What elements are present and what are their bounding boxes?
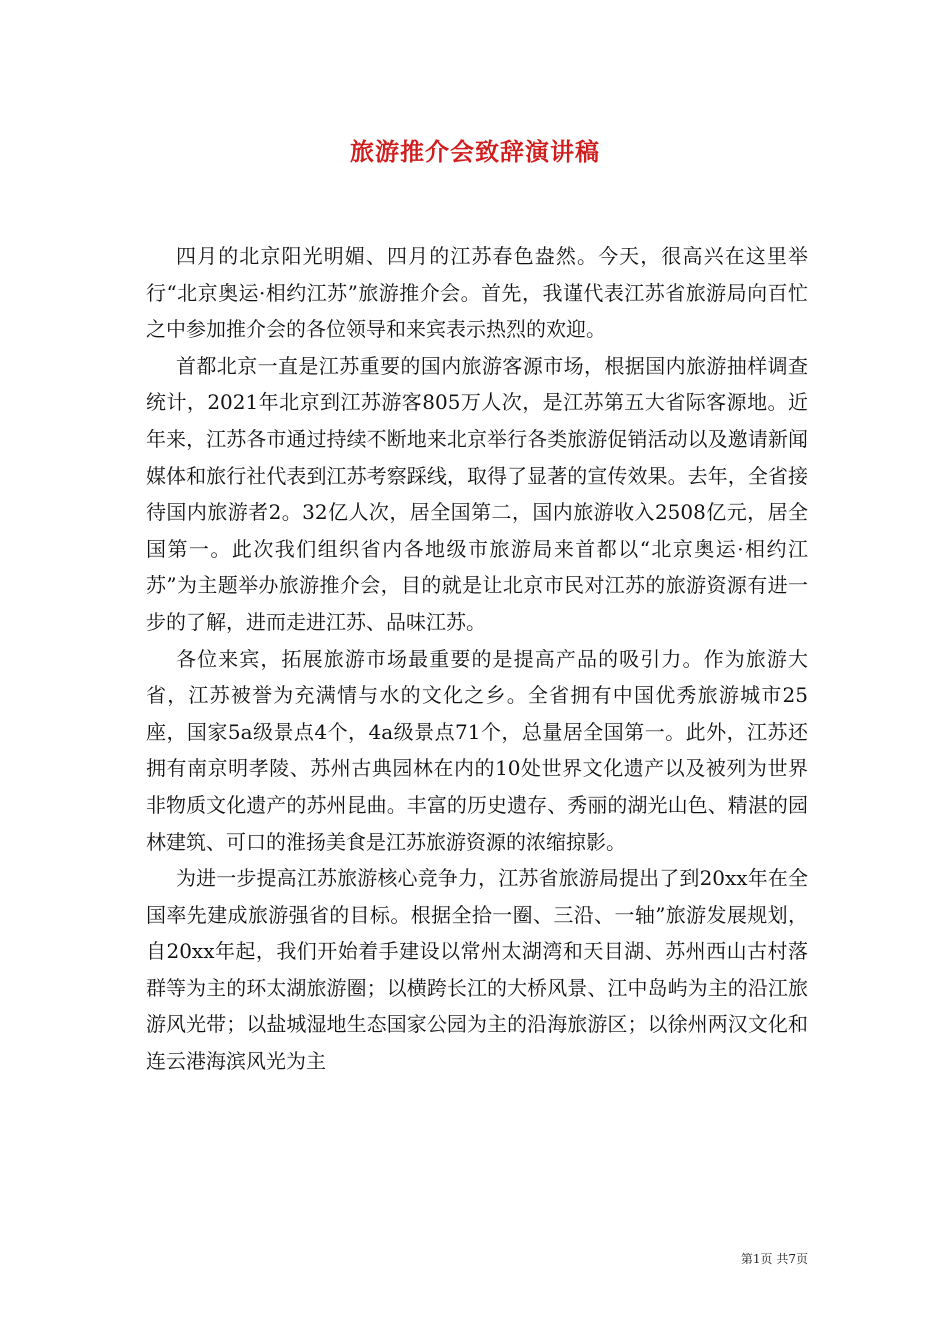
document-title: 旅游推介会致辞演讲稿 bbox=[350, 137, 600, 166]
document-body bbox=[146, 238, 808, 1080]
page-number-footer: 第1页 共7页 bbox=[740, 1252, 808, 1266]
paragraph-4: 为进一步提高江苏旅游核心竞争力，江苏省旅游局提出了到20xx年在全国率先建成旅游强省的目标。根据全拾一圈、三沿、一轴”旅游发展规划，自20xx年起，我们开始着手建设以常州太湖湾和天目湖、苏州西山古村落群等为主的环太湖旅游圈；以横跨长江的大桥风景、江中岛屿为主的沿江旅游风光带；以盐城湿地生态国家公园为主的沿海旅游区；以徐州两汉文化和连云港海滨风光为主 bbox=[146, 866, 808, 1074]
paragraph-3: 各位来宾，拓展旅游市场最重要的是提高产品的吸引力。作为旅游大省，江苏被誉为充满情与水的文化之乡。全省拥有中国优秀旅游城市25座，国家5a级景点4个，4a级景点71个，总量居全国第一。此外，江苏还拥有南京明孝陵、苏州古典园林在内的10处世界文化遗产以及被列为世界非物质文化遗产的苏州昆曲。丰富的历史遗存、秀丽的湖光山色、精湛的园林建筑、可口的淮扬美食是江苏旅游资源的浓缩掠影。 bbox=[146, 646, 808, 854]
paragraph-1: 四月的北京阳光明媚、四月的江苏春色盎然。今天，很高兴在这里举行“北京奥运·相约江苏”旅游推介会。首先，我谨代表江苏省旅游局向百忙之中参加推介会的各位领导和来宾表示热烈的欢迎。 bbox=[146, 244, 808, 342]
paragraph-2: 首都北京一直是江苏重要的国内旅游客源市场，根据国内旅游抽样调查统计，2021年北京到江苏游客805万人次，是江苏第五大省际客源地。近年来，江苏各市通过持续不断地来北京举行各类旅游促销活动以及邀请新闻媒体和旅行社代表到江苏考察踩线，取得了显著的宣传效果。去年，全省接待国内旅游者2。32亿人次，居全国第二，国内旅游收入2508亿元，居全国第一。此次我们组织省内各地级市旅游局来首都以“北京奥运·相约江苏”为主题举办旅游推介会，目的就是让北京市民对江苏的旅游资源有进一步的了解，进而走进江苏、品味江苏。 bbox=[146, 353, 808, 634]
